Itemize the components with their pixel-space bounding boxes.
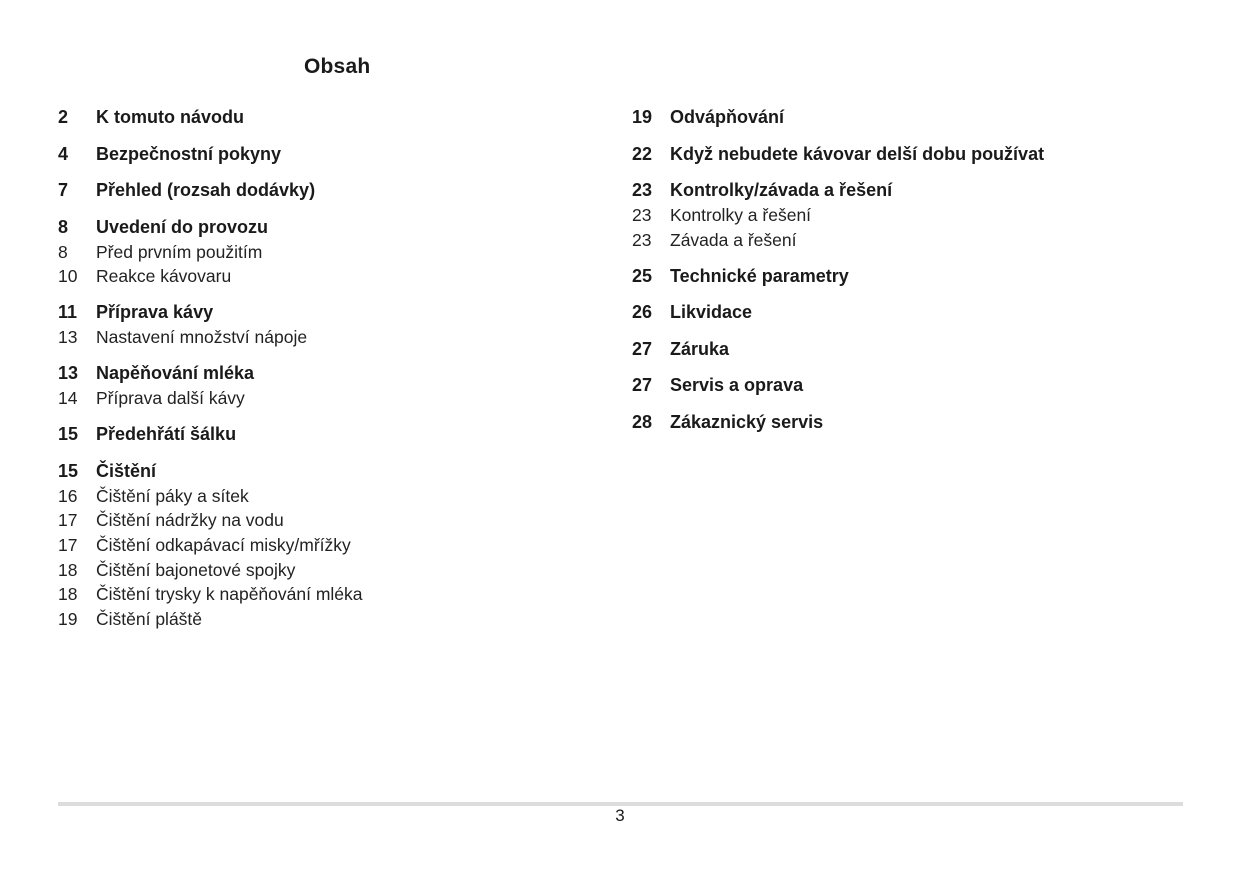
toc-entry [58,214,578,240]
toc-section [58,360,578,411]
toc-heading: Bezpečnostní pokyny [96,143,282,164]
toc-entry [58,299,578,325]
toc-heading: Napěňování mléka [96,363,255,384]
toc-entry [58,141,578,167]
toc-page-number: 13 [58,327,78,348]
toc-subentry [58,386,578,411]
toc-page-number: 16 [58,485,78,506]
toc-heading: Uvedení do provozu [96,216,269,237]
toc-subheading: Čištění trysky k napěňování mléka [96,584,363,605]
page-number: 3 [615,806,625,825]
toc-heading: Čištění [96,460,157,481]
toc-entry [58,458,578,484]
toc-page-number: 15 [58,424,79,445]
toc-subheading: Příprava další kávy [96,388,245,409]
toc-page-number: 8 [58,241,68,262]
toc-page-number: 14 [58,388,78,409]
toc-section [632,177,1192,252]
toc-subheading: Čištění pláště [96,608,203,629]
toc-section [632,336,1192,362]
toc-entry [58,104,578,130]
toc-entry [632,263,1192,289]
toc-subheading: Závada a řešení [670,229,797,250]
toc-entry [58,421,578,447]
toc-entry [632,141,1192,167]
toc-section [58,104,578,130]
toc-subentry [58,533,578,558]
toc-heading: Kontrolky/závada a řešení [670,180,893,200]
toc-heading: Předehřátí šálku [96,424,237,445]
toc-page-number: 18 [58,584,78,605]
toc-entry [632,409,1192,435]
toc-section [58,299,578,350]
toc-page-number: 4 [58,143,69,164]
toc-heading: Záruka [670,338,730,359]
toc-section [58,214,578,289]
toc-page-number: 23 [632,180,653,200]
toc-right-column [632,104,1192,445]
toc-page-number: 13 [58,363,79,384]
toc-subentry [58,484,578,509]
toc-page-number: 18 [58,559,78,580]
toc-heading: Servis a oprava [670,375,804,396]
toc-page-number: 19 [632,107,653,127]
toc-page-number: 23 [632,205,652,225]
toc-subheading: Před prvním použitím [96,241,263,262]
toc-section [632,141,1192,167]
toc-page-number: 15 [58,460,79,481]
toc-heading: Když nebudete kávovar delší dobu používat [670,143,1045,164]
toc-heading: Likvidace [670,302,753,323]
toc-heading: K tomuto návodu [96,107,244,127]
toc-subentry [632,228,1192,253]
toc-heading: Technické parametry [670,265,849,286]
toc-subheading: Nastavení množství nápoje [96,327,308,348]
toc-heading: Příprava kávy [96,302,214,323]
toc-entry [632,299,1192,325]
toc-entry [58,177,578,203]
toc-subentry [58,240,578,265]
toc-left-column [58,104,578,642]
toc-entry [632,177,1192,203]
toc-section [58,421,578,447]
toc-section [632,409,1192,435]
toc-subentry [58,508,578,533]
toc-page-number: 10 [58,266,78,287]
toc-subentry [58,558,578,583]
toc-subheading: Čištění bajonetové spojky [96,559,296,580]
toc-subheading: Čištění páky a sítek [96,485,249,506]
toc-heading: Odvápňování [670,107,785,127]
toc-section [58,141,578,167]
toc-page-number: 22 [632,143,653,164]
toc-subentry [58,607,578,632]
toc-page-number: 7 [58,180,69,200]
toc-heading: Přehled (rozsah dodávky) [96,180,316,200]
toc-subheading: Čištění nádržky na vodu [96,510,284,531]
toc-page-number: 19 [58,608,78,629]
toc-page-number: 26 [632,302,653,323]
toc-entry [632,372,1192,398]
toc-page-number: 23 [632,229,652,250]
toc-subheading: Kontrolky a řešení [670,205,812,225]
toc-page-number: 8 [58,216,69,237]
toc-subheading: Reakce kávovaru [96,266,232,287]
toc-page-number: 2 [58,107,69,127]
toc-section [58,458,578,632]
toc-page-number: 28 [632,411,653,432]
toc-subentry [58,264,578,289]
toc-heading: Zákaznický servis [670,411,824,432]
toc-page-number: 25 [632,265,653,286]
toc-section [632,372,1192,398]
toc-section [632,104,1192,130]
toc-section [632,299,1192,325]
toc-page-number: 27 [632,375,653,396]
toc-subheading: Čištění odkapávací misky/mřížky [96,535,351,556]
toc-section [58,177,578,203]
toc-subentry [632,203,1192,228]
toc-entry [58,360,578,386]
toc-subentry [58,582,578,607]
toc-page-number: 11 [58,302,78,323]
toc-page-number: 17 [58,535,78,556]
toc-entry [632,336,1192,362]
toc-entry [632,104,1192,130]
page-title: Obsah [304,55,371,78]
toc-page-number: 27 [632,338,653,359]
toc-section [632,263,1192,289]
toc-subentry [58,325,578,350]
toc-page-number: 17 [58,510,78,531]
